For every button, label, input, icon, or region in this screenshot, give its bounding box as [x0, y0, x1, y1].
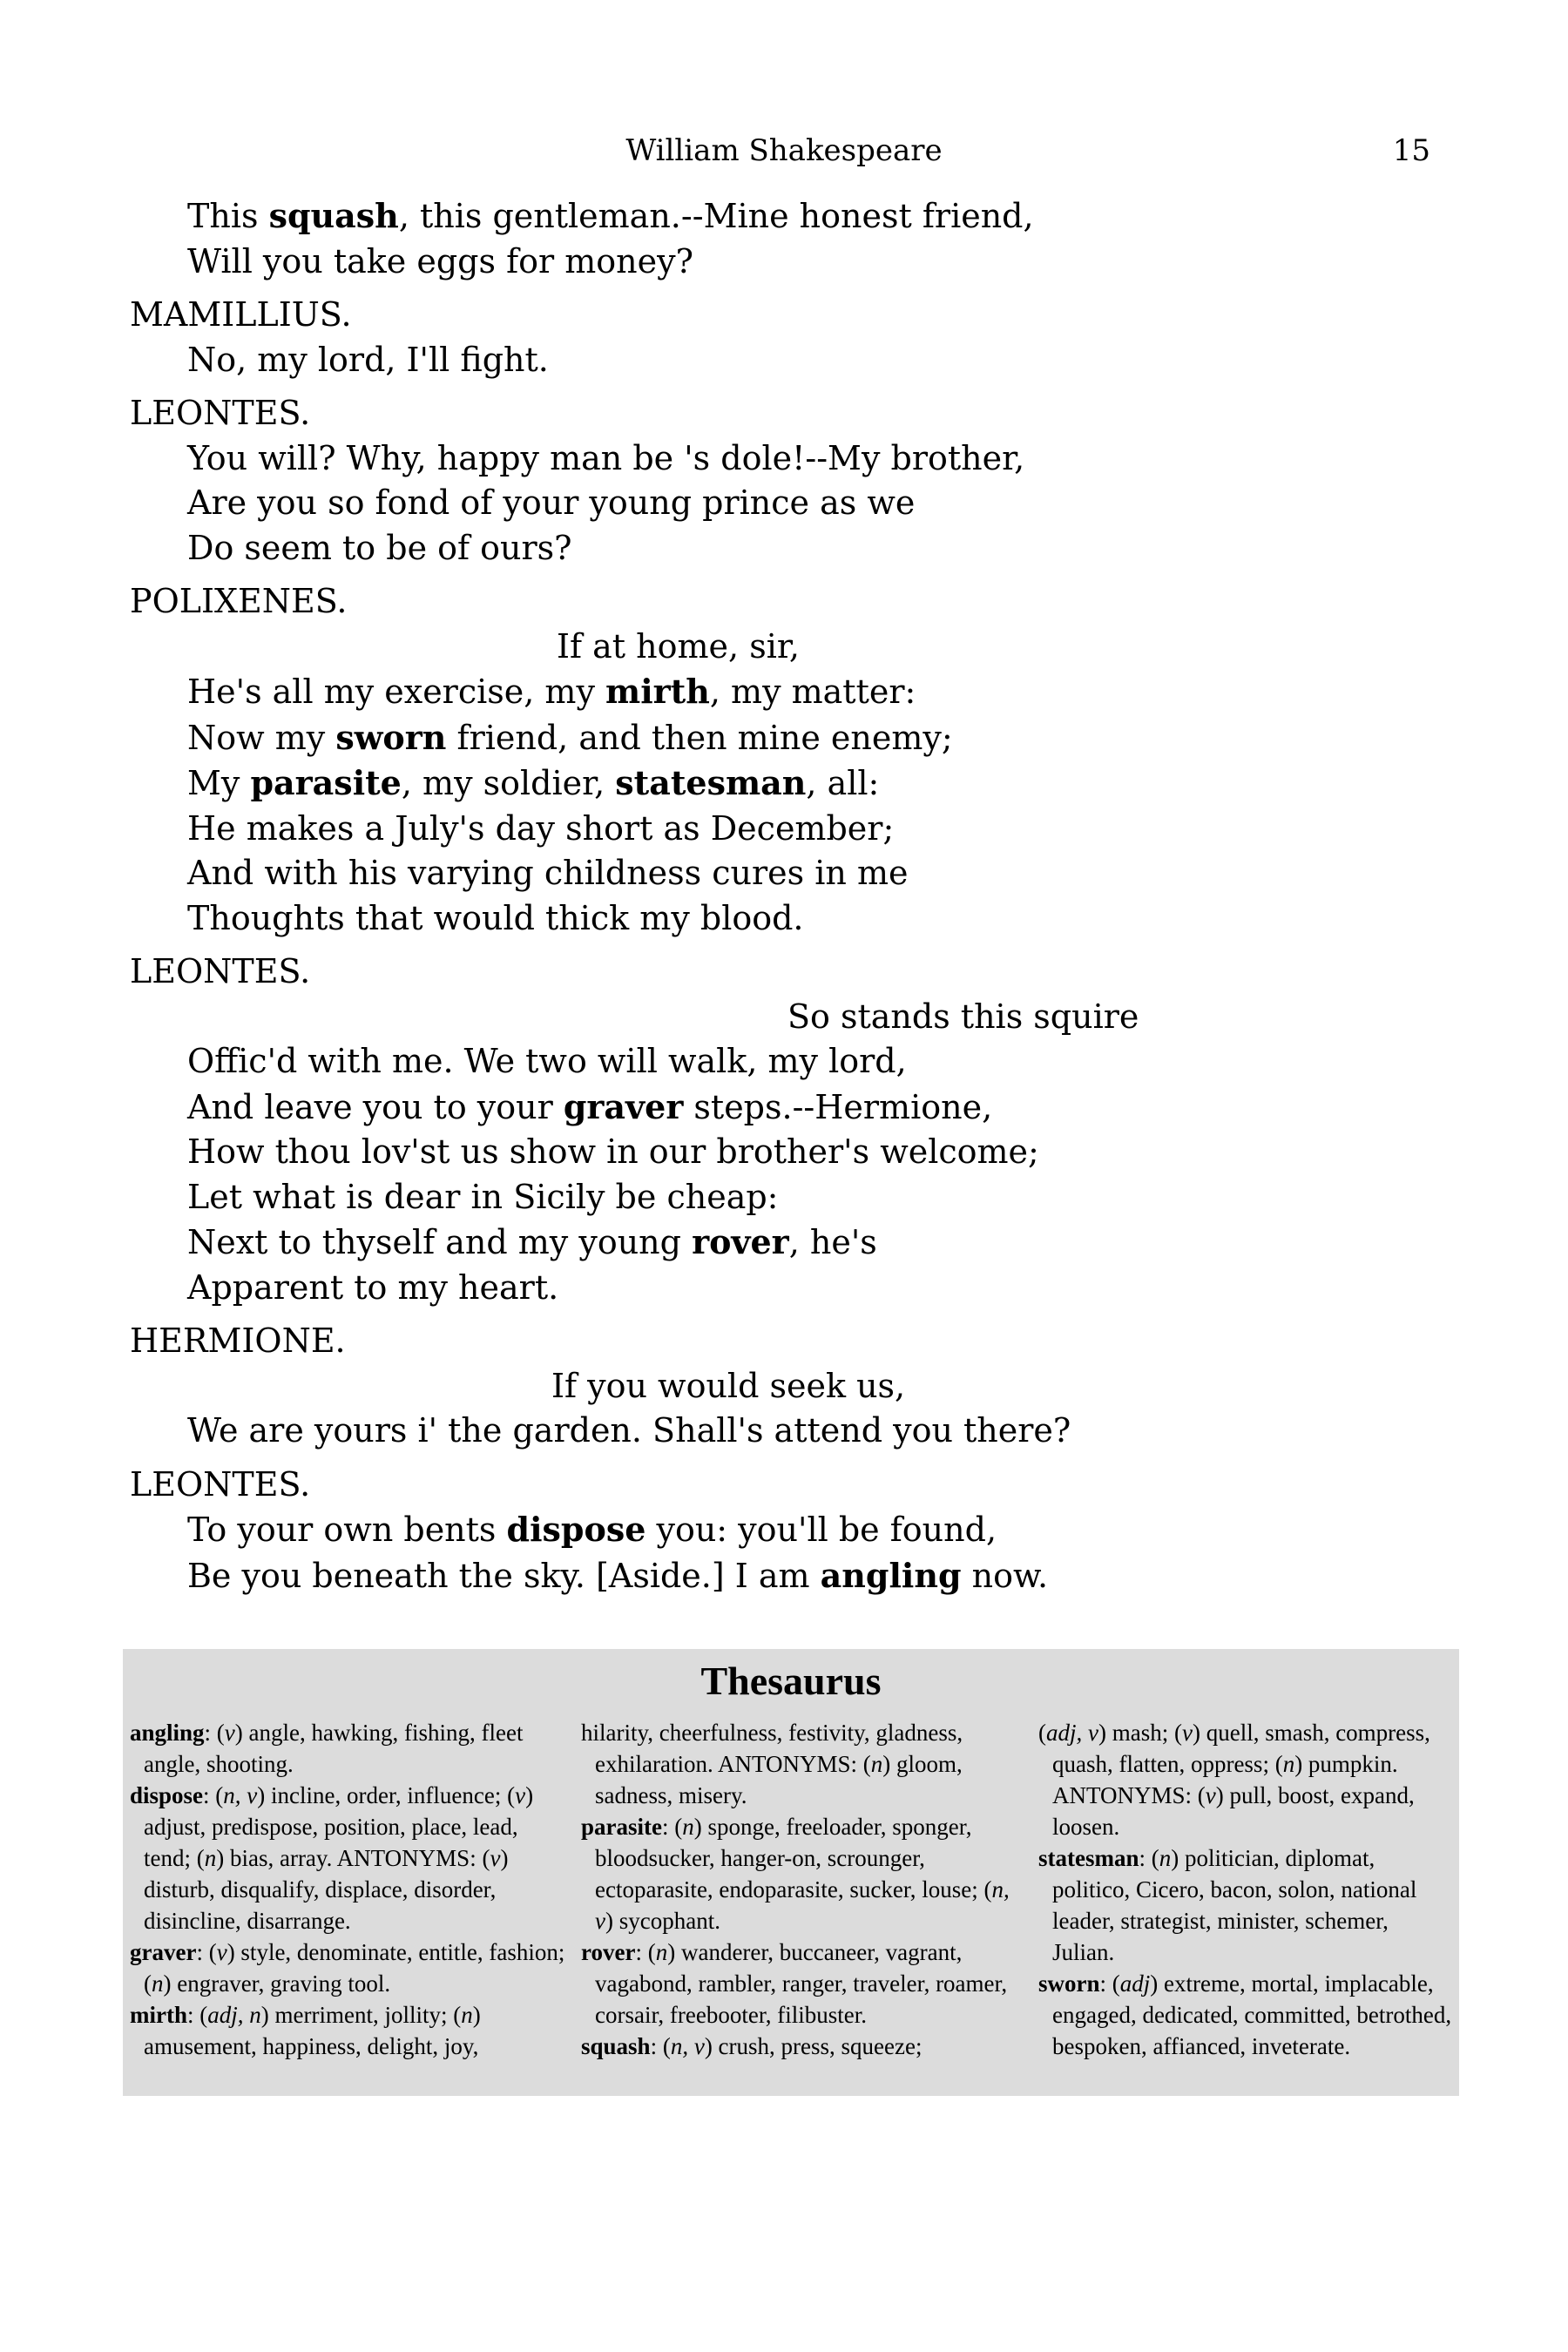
speech-block — [130, 391, 1402, 571]
part-of-speech: n — [1282, 1751, 1295, 1777]
speech-block — [130, 579, 1402, 941]
speaker-name: POLIXENES. — [130, 582, 348, 620]
part-of-speech: n, v — [670, 2033, 705, 2059]
thesaurus-entry — [1038, 1717, 1454, 1842]
verse-line — [187, 481, 1402, 526]
part-of-speech: v — [216, 1939, 227, 1965]
speaker-name: LEONTES. — [130, 394, 311, 432]
verse-line — [187, 896, 1402, 942]
thesaurus-bottom-rule — [123, 2096, 1459, 2101]
thesaurus-entry — [130, 1780, 570, 1936]
line-text: Will you take eggs for money? — [187, 241, 693, 280]
verse — [130, 625, 1402, 942]
definition-text: ( — [1038, 1720, 1046, 1746]
verse-line — [187, 1553, 1402, 1599]
line-text: friend, and then mine enemy; — [446, 718, 953, 757]
definition-text: ) quell, smash, compress, quash, flatten, oppress; ( — [1052, 1720, 1430, 1777]
page-header — [0, 129, 1568, 172]
speech-block — [130, 193, 1402, 284]
definition-text: ) crush, press, squeeze; — [704, 2033, 923, 2059]
headword: squash — [581, 2033, 651, 2059]
verse — [130, 193, 1402, 284]
line-text: , he's — [788, 1223, 877, 1261]
thesaurus-entry — [1038, 1842, 1454, 1968]
verse-line — [187, 807, 1402, 852]
speech-block — [130, 1319, 1402, 1454]
definition-text: ) mash; ( — [1098, 1720, 1182, 1746]
verse-line — [187, 436, 1402, 482]
line-text: If you would seek us, — [551, 1366, 906, 1405]
thesaurus-entry — [130, 1717, 570, 1780]
verse — [130, 436, 1402, 571]
glossed-word: graver — [563, 1086, 684, 1126]
glossed-word: sworn — [335, 717, 447, 757]
definition-text: ) incline, order, influence; ( — [257, 1782, 516, 1808]
verse-line — [187, 760, 1402, 807]
line-text: And leave you to your — [187, 1087, 564, 1126]
headword: graver — [130, 1939, 197, 1965]
headword: statesman — [1038, 1845, 1139, 1871]
line-text: And with his varying childness cures in me — [187, 854, 909, 892]
part-of-speech: v — [515, 1782, 526, 1808]
glossed-word: dispose — [506, 1510, 646, 1549]
part-of-speech: n — [204, 1845, 217, 1871]
definition-text: ) angle, hawking, fishing, fleet angle, shooting. — [144, 1720, 524, 1777]
headword: angling — [130, 1720, 205, 1746]
thesaurus-column — [130, 1717, 570, 2100]
line-text: , this gentleman.--Mine honest friend, — [398, 197, 1034, 235]
thesaurus-entry — [130, 1999, 570, 2062]
headword: rover — [581, 1939, 636, 1965]
thesaurus-entry — [1038, 1968, 1454, 2062]
line-text: , my matter: — [709, 672, 916, 711]
part-of-speech: v — [490, 1845, 501, 1871]
definition-text: : ( — [204, 1720, 225, 1746]
definition-text: : ( — [196, 1939, 217, 1965]
line-text: Now my — [187, 718, 336, 757]
part-of-speech: v — [1181, 1720, 1193, 1746]
line-text: Do seem to be of ours? — [187, 528, 572, 567]
verse — [130, 995, 1402, 1311]
definition-text: hilarity, cheerfulness, festivity, gladness, exhilaration. ANTONYMS: ( — [581, 1720, 963, 1777]
definition-text: ) gloom, sadness, misery. — [595, 1751, 963, 1808]
headword: parasite — [581, 1814, 662, 1840]
thesaurus-column — [581, 1717, 1030, 2100]
thesaurus-column — [1038, 1717, 1454, 2100]
definition-text: ) wanderer, buccaneer, vagrant, vagabond, rambler, ranger, traveler, roamer, corsair, freebooter, filibuster. — [595, 1939, 1008, 2028]
line-text: He's all my exercise, my — [187, 672, 606, 711]
speech-block — [130, 950, 1402, 1310]
definition-text: : ( — [1139, 1845, 1159, 1871]
definition-text: : ( — [650, 2033, 671, 2059]
thesaurus-box — [123, 1649, 1459, 2101]
definition-text: ) merriment, jollity; ( — [260, 2002, 462, 2028]
verse-line — [187, 1175, 1402, 1220]
line-text: Are you so fond of your young prince as we — [187, 483, 916, 522]
thesaurus-title: Thesaurus — [700, 1659, 882, 1703]
thesaurus-entry — [581, 1717, 1030, 1811]
line-text: How thou lov'st us show in our brother's welcome; — [187, 1132, 1039, 1171]
verse-line — [187, 526, 1402, 571]
glossed-word: parasite — [250, 763, 402, 802]
thesaurus-entry — [581, 1811, 1030, 1936]
part-of-speech: adj, n — [207, 2002, 261, 2028]
glossed-word: squash — [268, 196, 399, 235]
part-of-speech: n — [461, 2002, 473, 2028]
speaker-name: LEONTES. — [130, 952, 311, 990]
thesaurus-entry — [581, 2031, 1030, 2062]
verse-line — [187, 1039, 1402, 1085]
definition-text: ) bias, array. ANTONYMS: ( — [216, 1845, 490, 1871]
line-text: you: you'll be found, — [645, 1511, 997, 1549]
definition-text: ) amusement, happiness, delight, joy, — [144, 2002, 481, 2059]
part-of-speech: n — [870, 1751, 883, 1777]
line-text: We are yours i' the garden. Shall's attend you there? — [187, 1411, 1071, 1450]
line-text: steps.--Hermione, — [683, 1087, 993, 1126]
headword: sworn — [1038, 1970, 1100, 1997]
verse-line — [187, 1085, 1402, 1131]
line-text: To your own bents — [187, 1511, 507, 1549]
verse-line — [187, 1130, 1402, 1175]
line-text: He makes a July's day short as December; — [187, 808, 895, 848]
line-text: now. — [961, 1556, 1049, 1595]
line-text: Offic'd with me. We two will walk, my lord, — [187, 1042, 907, 1080]
line-text: My — [187, 764, 251, 802]
headword: dispose — [130, 1782, 204, 1808]
verse-line — [187, 193, 1402, 240]
definition-text: ) pull, boost, expand, loosen. — [1052, 1782, 1415, 1840]
thesaurus-entry — [581, 1936, 1030, 2031]
verse-line — [187, 995, 1402, 1040]
part-of-speech: n — [655, 1939, 668, 1965]
line-text: Be you beneath the sky. [Aside.] I am — [187, 1556, 821, 1595]
verse-line — [187, 715, 1402, 761]
verse-line — [187, 625, 1402, 670]
glossed-word: angling — [820, 1555, 962, 1595]
line-text: Let what is dear in Sicily be cheap: — [187, 1177, 779, 1216]
glossed-word: rover — [692, 1222, 789, 1261]
verse-line — [187, 1220, 1402, 1266]
speaker-name: LEONTES. — [130, 1464, 311, 1504]
definition-text: ) sycophant. — [605, 1908, 720, 1934]
play-text — [130, 193, 1402, 1598]
verse-line — [187, 1266, 1402, 1311]
verse-line — [187, 1409, 1402, 1454]
line-text: , all: — [806, 764, 880, 802]
definition-text: ) politician, diplomat, politico, Cicero, bacon, solon, national leader, strategist, minister, schemer, Julian. — [1052, 1845, 1417, 1965]
line-text: Thoughts that would thick my blood. — [187, 898, 804, 937]
definition-text: : ( — [1099, 1970, 1120, 1997]
verse-line — [187, 669, 1402, 715]
speech-block — [130, 1463, 1402, 1599]
part-of-speech: n — [1159, 1845, 1172, 1871]
line-text: If at home, sir, — [557, 626, 800, 666]
definition-text: ) sponge, freeloader, sponger, bloodsucker, hanger-on, scrounger, ectoparasite, endoparasite, sucker, louse; ( — [595, 1814, 992, 1903]
line-text: No, my lord, I'll fight. — [187, 340, 549, 379]
headword: mirth — [130, 2002, 187, 2028]
definition-text: : ( — [186, 2002, 208, 2028]
verse — [130, 338, 1402, 383]
definition-text: ) engraver, graving tool. — [163, 1970, 391, 1997]
line-text: This — [187, 197, 269, 235]
page-number: 15 — [1392, 133, 1430, 168]
part-of-speech: adj, v — [1046, 1720, 1098, 1746]
part-of-speech: n — [682, 1814, 694, 1840]
glossed-word: statesman — [615, 763, 807, 802]
verse-line — [187, 1507, 1402, 1553]
thesaurus-entry — [130, 1936, 570, 1999]
line-text: Next to thyself and my young — [187, 1223, 693, 1261]
part-of-speech: n, v — [595, 1876, 1010, 1934]
part-of-speech: adj — [1119, 1970, 1151, 1997]
line-text: So stands this squire — [787, 997, 1139, 1036]
part-of-speech: n — [152, 1970, 164, 1997]
definition-text: ) disturb, disqualify, displace, disorder, disincline, disarrange. — [144, 1845, 509, 1934]
verse-line — [187, 338, 1402, 383]
part-of-speech: v — [1205, 1782, 1216, 1808]
speaker-name: HERMIONE. — [130, 1321, 346, 1360]
thesaurus-columns — [130, 1717, 1454, 2100]
line-text: You will? Why, happy man be 's dole!--My brother, — [187, 438, 1025, 477]
definition-text: : ( — [203, 1782, 224, 1808]
verse-line — [187, 240, 1402, 285]
verse-line — [187, 1364, 1402, 1409]
definition-text: ) pumpkin. ANTONYMS: ( — [1052, 1751, 1398, 1808]
definition-text: : ( — [635, 1939, 656, 1965]
definition-text: ) style, denominate, entitle, fashion; ( — [144, 1939, 565, 1997]
glossed-word: mirth — [605, 672, 710, 711]
line-text: Apparent to my heart. — [187, 1267, 559, 1307]
verse — [130, 1364, 1402, 1454]
part-of-speech: n, v — [223, 1782, 258, 1808]
verse-line — [187, 851, 1402, 896]
speaker-name: MAMILLIUS. — [130, 295, 352, 334]
speech-block — [130, 293, 1402, 382]
definition-text: ) extreme, mortal, implacable, engaged, dedicated, committed, betrothed, bespoken, affianced, inveterate. — [1052, 1970, 1452, 2059]
definition-text: : ( — [661, 1814, 683, 1840]
line-text: , my soldier, — [401, 764, 616, 802]
verse — [130, 1507, 1402, 1598]
running-head: William Shakespeare — [625, 133, 943, 168]
part-of-speech: v — [224, 1720, 235, 1746]
definition-text: ) adjust, predispose, position, place, lead, tend; ( — [144, 1782, 534, 1871]
